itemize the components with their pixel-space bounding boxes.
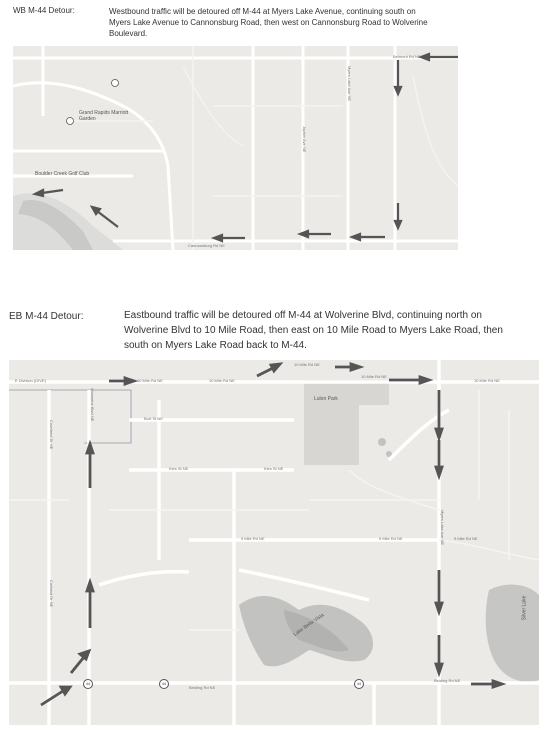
eb-detour-map [9,360,539,725]
eb-road-label-burt: Burt St NE [144,416,163,421]
eb-road-label-belding-1: Belding Rd NE [189,685,216,690]
eb-place-silver-lake: Silver Lake [521,595,528,621]
wb-road-label-myers: Myers Lake Ave NE [347,66,352,102]
eb-road-label-kies: Kies St NE [169,466,189,471]
eb-m44-shield-2: 44 [159,679,169,689]
wb-road-label-top: Belmont Rd NE [393,54,421,59]
wb-detour-map [13,46,458,250]
eb-road-label-wolverine: Wolverine Blvd NE [90,388,95,422]
eb-place-lake-bella-vista: Lake Bella Vista [292,612,326,638]
eb-detour-description: Eastbound traffic will be detoured off M-44 at Wolverine Blvd, continuing north on Wolverine Blvd to 10 Mile Road, then east on 10 Mile Road to Myers Lake Road, then south on Myers Lake Road back to M-44. [124,310,503,351]
eb-road-label-cortland: Cortland Dr NE [49,580,54,608]
eb-detour-label: EB M-44 Detour: [9,311,84,322]
wb-map-graphics [13,46,458,250]
wb-detour-description: Westbound traffic will be detoured off M-44 at Myers Lake Avenue, continuing south on Myers Lake Avenue to Cannonsburg Road, then west on Cannonsburg Road to Wolverine Boulevard. [109,7,428,38]
wb-road-label-bottom: Cannonsburg Rd NE [188,243,225,248]
eb-road-label-courtland: Courtland Dr NE [49,420,54,450]
eb-road-label-9mile: 9 Mile Rd NE [241,536,265,541]
eb-place-lyon-park: Lulon Park [314,396,338,402]
eb-road-label-10mile-3: 10 Mile Rd NE [294,362,320,367]
eb-road-label-9mile-b: 9 Mile Rd NE [379,536,403,541]
eb-road-label-kies2: Kies St NE [264,466,284,471]
eb-road-label-division: E Division (DIVE) [15,378,46,383]
wb-place-gardens: Grand Rapids Marriott Garden [79,110,129,122]
eb-road-label-10mile-1: 10 Mile Rd NE [137,378,163,383]
eb-road-label-10mile-2: 10 Mile Rd NE [209,378,235,383]
eb-m44-shield-3: 44 [354,679,364,689]
eb-m44-shield-1: 44 [83,679,93,689]
eb-map-graphics [9,360,539,725]
eb-road-label-10mile-4: 10 Mile Rd NE [361,374,387,379]
wb-road-label-jupiter: Jupiter Ave NE [302,126,307,153]
eb-road-label-10mile-5: 10 Mile Rd NE [474,378,500,383]
wb-place-golf: Boulder Creek Golf Club [35,171,90,177]
wb-detour-label: WB M-44 Detour: [13,6,75,15]
eb-road-label-9mile-c: 9 Mile Rd NE [454,536,478,541]
eb-road-label-myers: Myers Lake Ave NE [440,510,445,546]
eb-road-label-belding-2: Belding Rd NE [434,678,461,683]
